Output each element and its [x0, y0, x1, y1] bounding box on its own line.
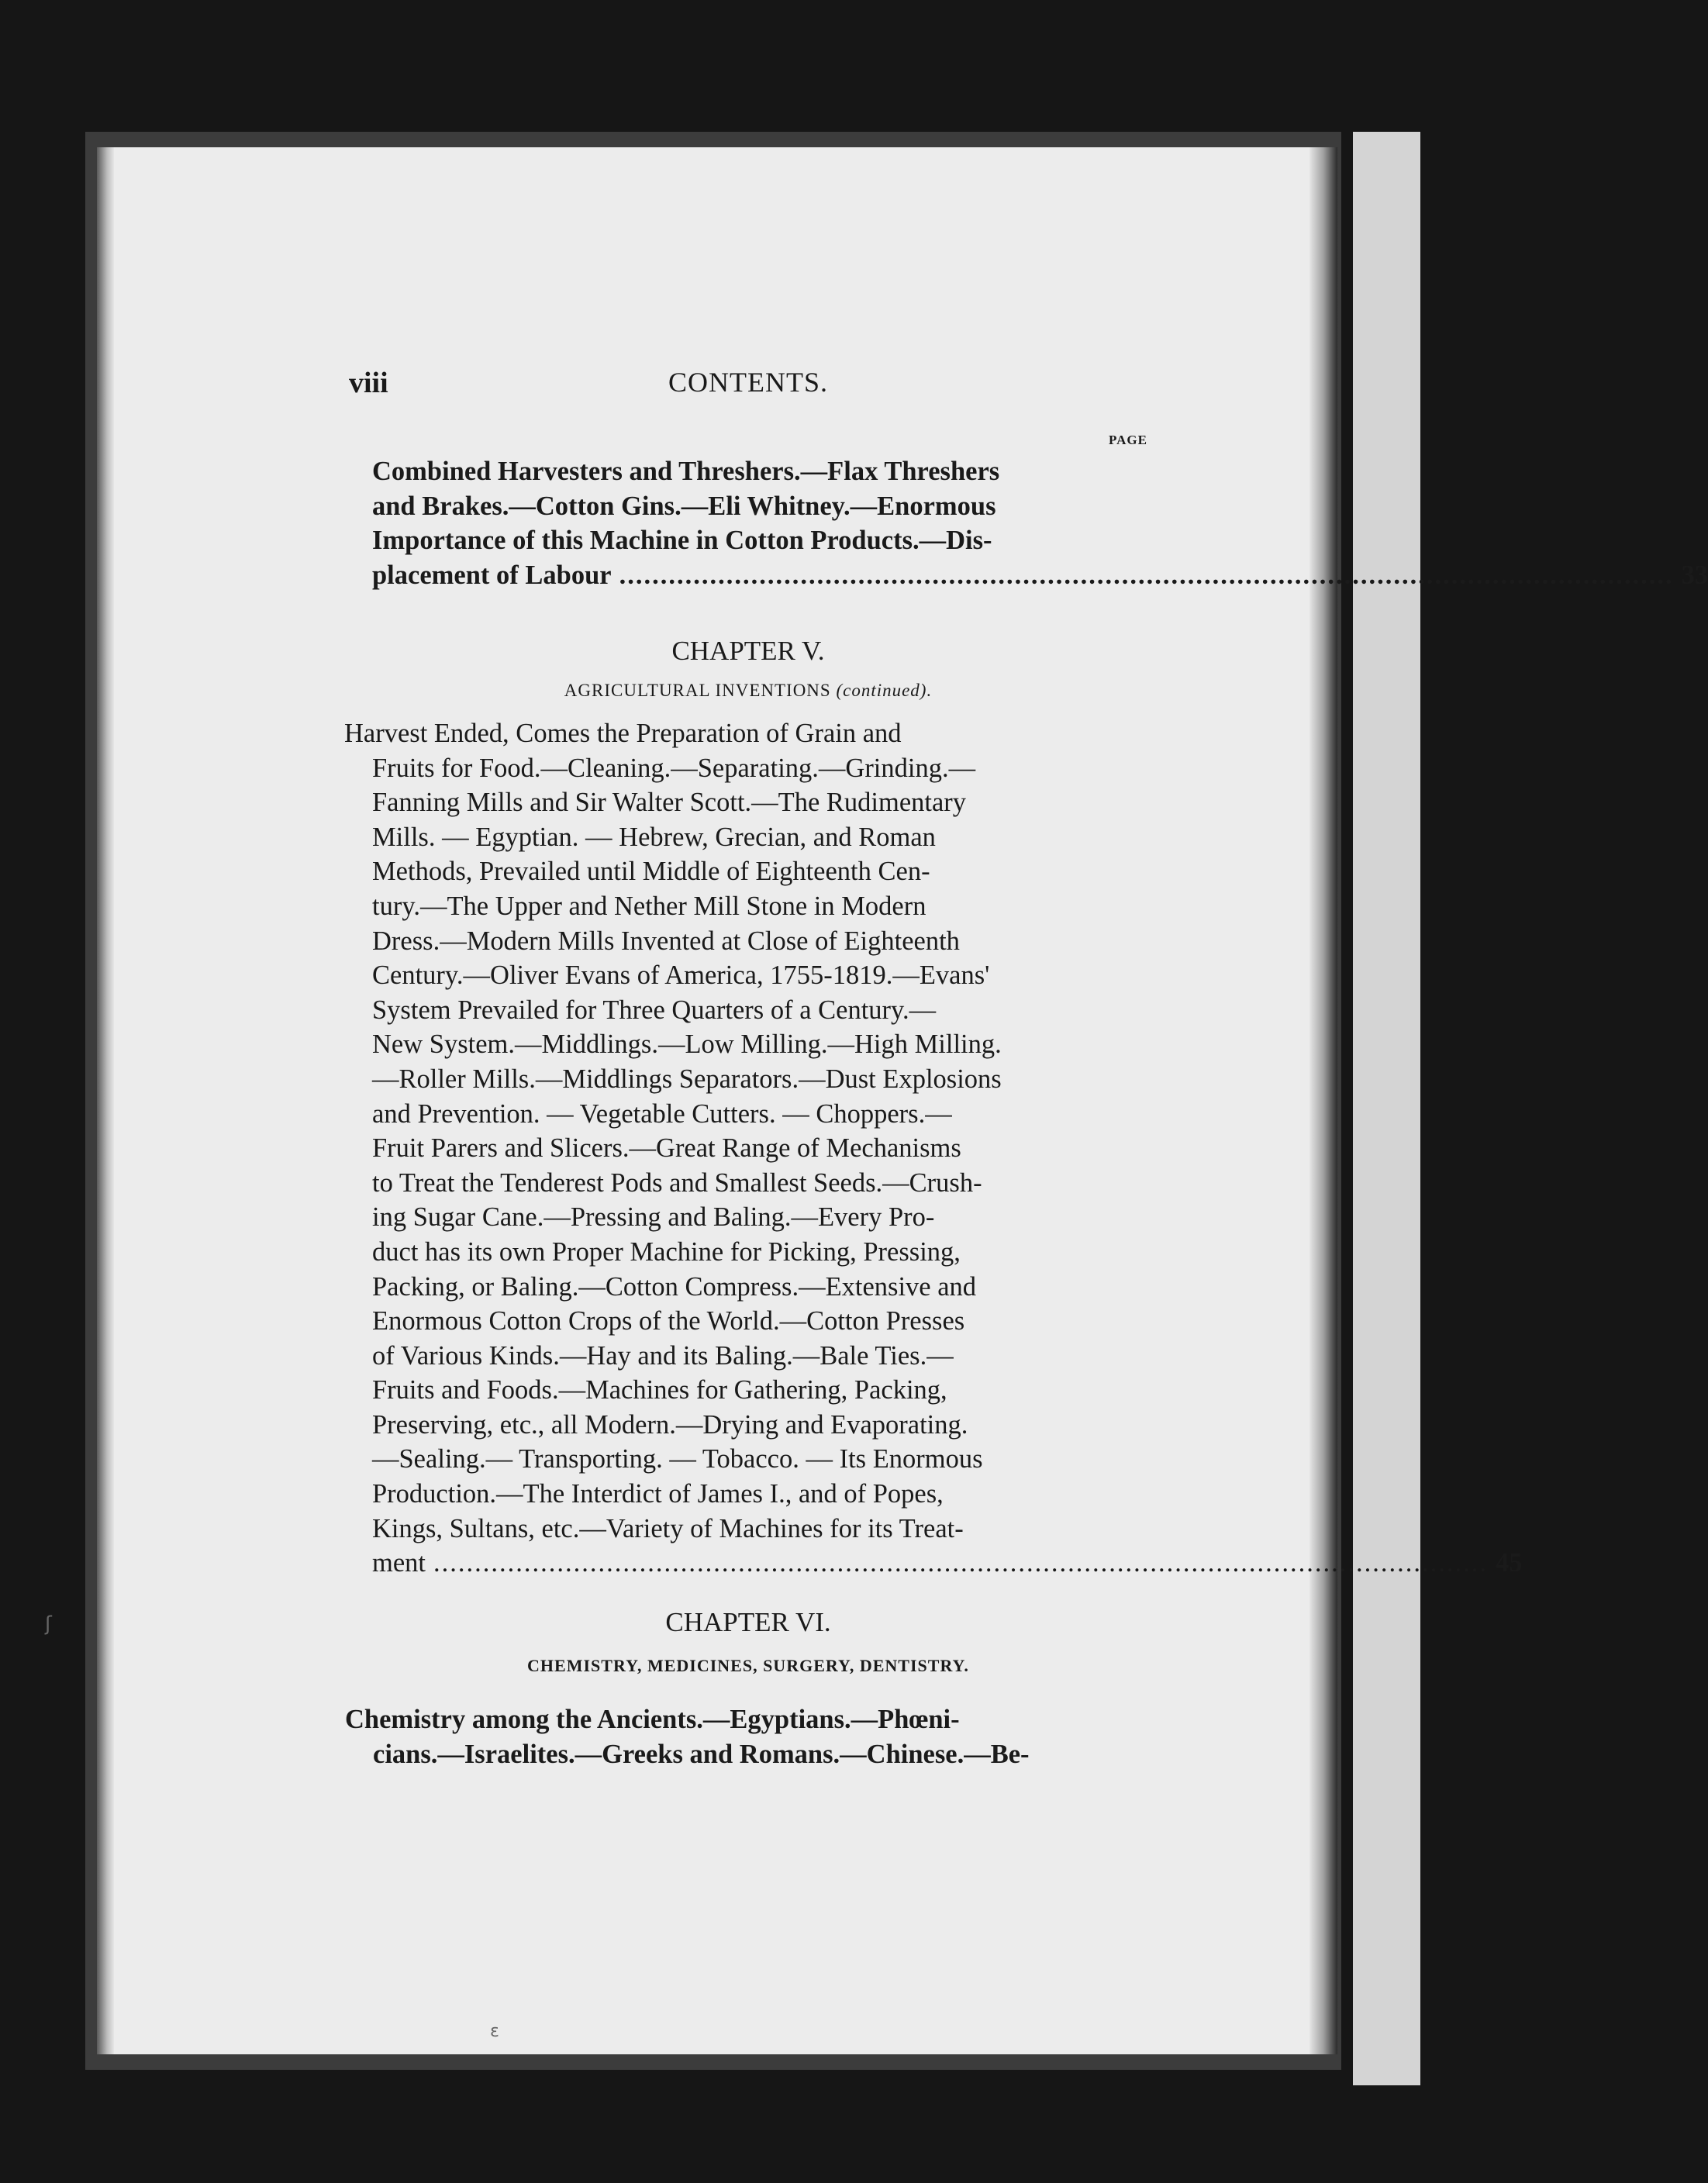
dot-leader: ................................................................................................................................	[433, 1548, 1488, 1578]
toc-line-with-page	[372, 1546, 1523, 1581]
toc-line: Fruit Parers and Slicers.—Great Range of Mechanisms	[372, 1133, 961, 1164]
toc-line: Chemistry among the Ancients.—Egyptians.—Phœni-	[345, 1705, 960, 1734]
chapter-subtitle	[349, 681, 1147, 701]
toc-line-with-page	[372, 558, 1708, 593]
toc-line: Importance of this Machine in Cotton Products.—Dis-	[372, 526, 992, 556]
running-title: CONTENTS.	[668, 367, 828, 398]
toc-line-end: ment	[372, 1548, 426, 1578]
dot-leader: ................................................................................................................................	[619, 560, 1674, 590]
toc-line: Combined Harvesters and Threshers.—Flax Threshers	[372, 457, 1000, 486]
toc-line: and Brakes.—Cotton Gins.—Eli Whitney.—Enormous	[372, 491, 996, 521]
toc-line: —Sealing.— Transporting. — Tobacco. — Its Enormous	[372, 1444, 983, 1474]
page-reference: 45	[1495, 1548, 1523, 1578]
page-reference: 33	[1681, 560, 1708, 590]
running-head	[349, 366, 1147, 405]
toc-line: System Prevailed for Three Quarters of a Century.—	[372, 995, 937, 1025]
page-column-label: PAGE	[1109, 433, 1147, 447]
toc-line: tury.—The Upper and Nether Mill Stone in Modern	[372, 891, 926, 921]
facing-page-edge	[1353, 132, 1420, 2085]
toc-line: Mills. — Egyptian. — Hebrew, Grecian, and Roman	[372, 822, 936, 852]
toc-line: Fanning Mills and Sir Walter Scott.—The Rudimentary	[372, 788, 967, 818]
toc-line: Harvest Ended, Comes the Preparation of Grain and	[344, 719, 902, 748]
toc-line: New System.—Middlings.—Low Milling.—High Milling.	[372, 1029, 1002, 1060]
toc-entry-chapter-5	[344, 716, 1523, 1581]
toc-line: to Treat the Tenderest Pods and Smallest Seeds.—Crush-	[372, 1167, 982, 1198]
toc-line: Century.—Oliver Evans of America, 1755-1819.—Evans'	[372, 960, 990, 991]
toc-line: Packing, or Baling.—Cotton Compress.—Extensive and	[372, 1271, 977, 1302]
toc-line: Kings, Sultans, etc.—Variety of Machines for its Treat-	[372, 1513, 964, 1543]
page-outer-edge	[1309, 147, 1337, 2054]
toc-line: ing Sugar Cane.—Pressing and Baling.—Every Pro-	[372, 1202, 935, 1233]
toc-entry-chapter-4-continued	[372, 454, 1708, 592]
chapter-heading: CHAPTER VI.	[665, 1607, 831, 1637]
toc-line-end: placement of Labour	[372, 560, 612, 590]
toc-line: Enormous Cotton Crops of the World.—Cotton Presses	[372, 1306, 965, 1336]
toc-line: cians.—Israelites.—Greeks and Romans.—Chinese.—Be-	[373, 1739, 1030, 1769]
page-gutter-shading	[97, 147, 114, 2054]
toc-line: of Various Kinds.—Hay and its Baling.—Bale Ties.—	[372, 1340, 954, 1371]
toc-line: —Roller Mills.—Middlings Separators.—Dust Explosions	[372, 1064, 1002, 1094]
chapter-subtitle-text: AGRICULTURAL INVENTIONS	[564, 681, 831, 700]
toc-line: Fruits and Foods.—Machines for Gathering, Packing,	[372, 1375, 947, 1405]
toc-line: Methods, Prevailed until Middle of Eighteenth Cen-	[372, 857, 930, 887]
page-number-roman: viii	[349, 367, 388, 399]
toc-line: Dress.—Modern Mills Invented at Close of Eighteenth	[372, 926, 960, 956]
toc-entry-chapter-6	[345, 1702, 1093, 1771]
chapter-heading: CHAPTER V.	[671, 636, 825, 666]
toc-line: Production.—The Interdict of James I., and of Popes,	[372, 1479, 944, 1509]
toc-line: Preserving, etc., all Modern.—Drying and Evaporating.	[372, 1409, 968, 1440]
toc-line: Fruits for Food.—Cleaning.—Separating.—Grinding.—	[372, 753, 976, 783]
scan-speck: ʃ	[45, 1612, 52, 1636]
toc-line: and Prevention. — Vegetable Cutters. — Choppers.—	[372, 1098, 952, 1129]
chapter-subtitle-continued: (continued).	[836, 681, 933, 700]
chapter-subtitle: CHEMISTRY, MEDICINES, SURGERY, DENTISTRY.	[527, 1656, 969, 1675]
toc-line: duct has its own Proper Machine for Picking, Pressing,	[372, 1236, 961, 1267]
scan-speck: ɛ	[490, 2022, 499, 2041]
